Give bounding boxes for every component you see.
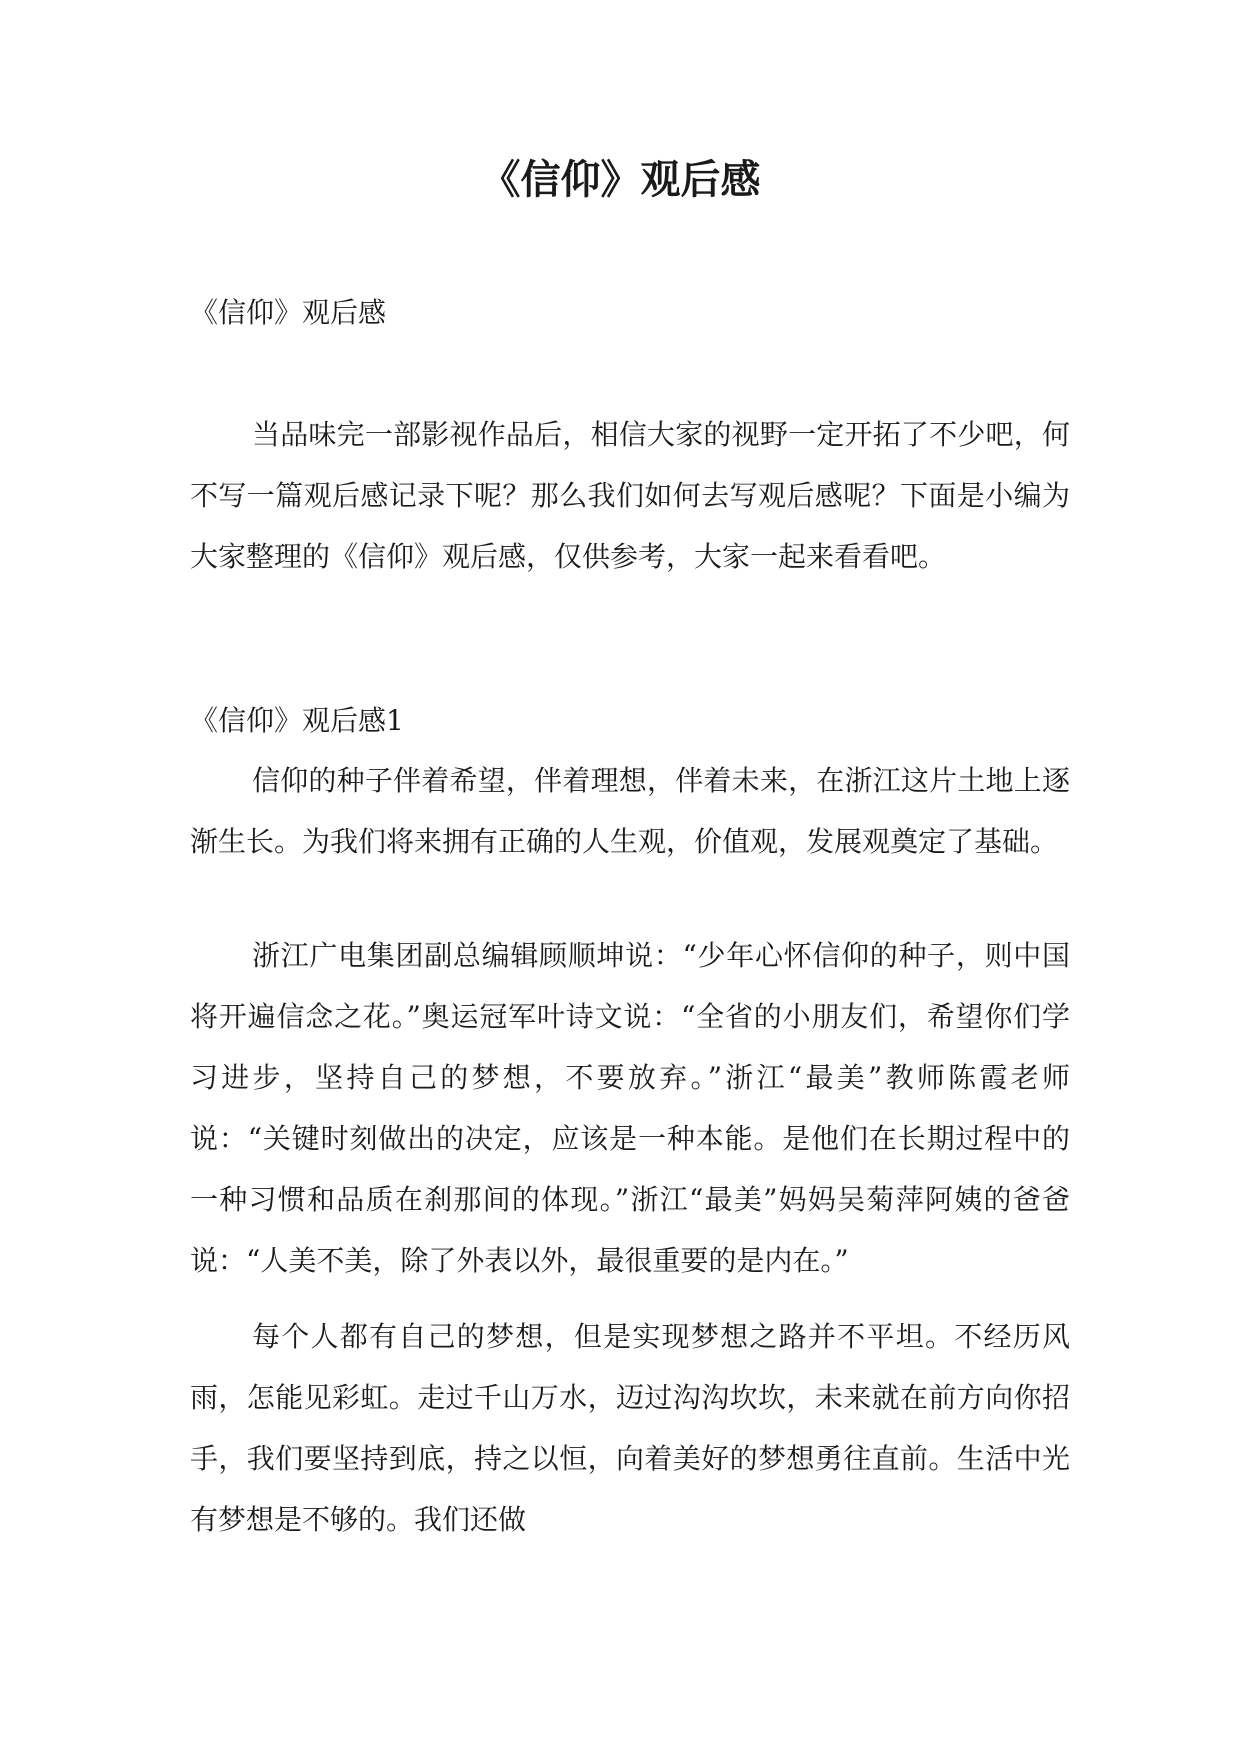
document-title: 《信仰》观后感	[480, 157, 761, 203]
body-paragraph: 浙江广电集团副总编辑顾顺坤说：“少年心怀信仰的种子，则中国将开遍信念之花。”奥运冠军叶诗文说：“全省的小朋友们，希望你们学习进步，坚持自己的梦想，不要放弃。”浙江“最美”教师陈霞老师说：“关键时刻做出的决定，应该是一种本能。是他们在长期过程中的一种习惯和品质在刹那间的体现。”浙江“最美”妈妈吴菊萍阿姨的爸爸说：“人美不美，除了外表以外，最很重要的是内在。”	[190, 939, 1070, 1277]
body-paragraph: 每个人都有自己的梦想，但是实现梦想之路并不平坦。不经历风雨，怎能见彩虹。走过千山万水，迈过沟沟坎坎，未来就在前方向你招手，我们要坚持到底，持之以恒，向着美好的梦想勇往直前。生活中光有梦想是不够的。我们还做	[190, 1320, 1070, 1536]
intro-paragraph: 当品味完一部影视作品后，相信大家的视野一定开拓了不少吧，何不写一篇观后感记录下呢？那么我们如何去写观后感呢？下面是小编为大家整理的《信仰》观后感，仅供参考，大家一起来看看吧。	[190, 418, 1070, 573]
body-paragraph: 信仰的种子伴着希望，伴着理想，伴着未来，在浙江这片土地上逐渐生长。为我们将来拥有正确的人生观，价值观，发展观奠定了基础。	[190, 764, 1070, 858]
section-heading-1: 《信仰》观后感1	[190, 704, 404, 737]
document-subtitle: 《信仰》观后感	[190, 296, 387, 329]
